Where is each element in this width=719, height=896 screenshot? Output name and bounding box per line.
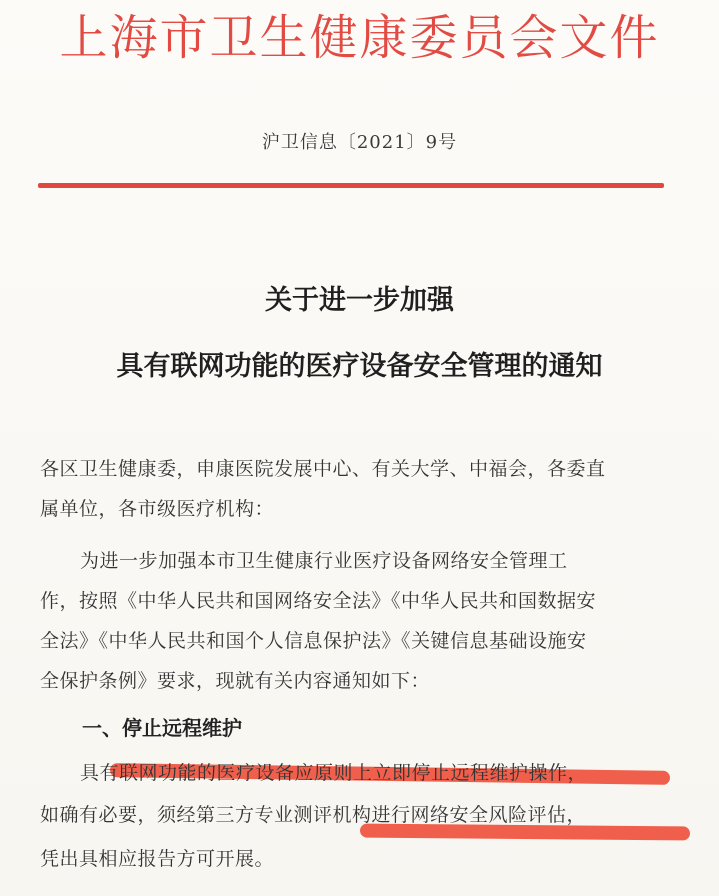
intro-line-4: 全保护条例》要求，现就有关内容通知如下： [40,670,431,692]
subject-title-line-1: 关于进一步加强 [265,285,454,316]
section-1-heading: 一、停止远程维护 [82,716,242,740]
red-divider-line [38,183,664,188]
section-1-line-2: 如确有必要，须经第三方专业测评机构进行网络安全风险评估， [40,804,587,826]
intro-line-2: 作，按照《中华人民共和国网络安全法》《中华人民共和国数据安 [40,590,597,612]
addressee-line-2: 属单位，各市级医疗机构： [40,498,275,520]
subject-title-line-2: 具有联网功能的医疗设备安全管理的通知 [116,351,603,382]
section-1-line-3: 凭出具相应报告方可开展。 [40,848,275,870]
document-header-title: 上海市卫生健康委员会文件 [59,10,660,66]
intro-line-3: 全法》《中华人民共和国个人信息保护法》《关键信息基础设施安 [40,630,587,652]
intro-line-1: 为进一步加强本市卫生健康行业医疗设备网络安全管理工 [80,550,568,572]
document-number: 沪卫信息〔2021〕9号 [261,132,458,153]
section-1-line-1: 具有联网功能的医疗设备应原则上立即停止远程维护操作， [80,762,588,784]
addressee-line-1: 各区卫生健康委，申康医院发展中心、有关大学、中福会，各委直 [40,458,606,480]
